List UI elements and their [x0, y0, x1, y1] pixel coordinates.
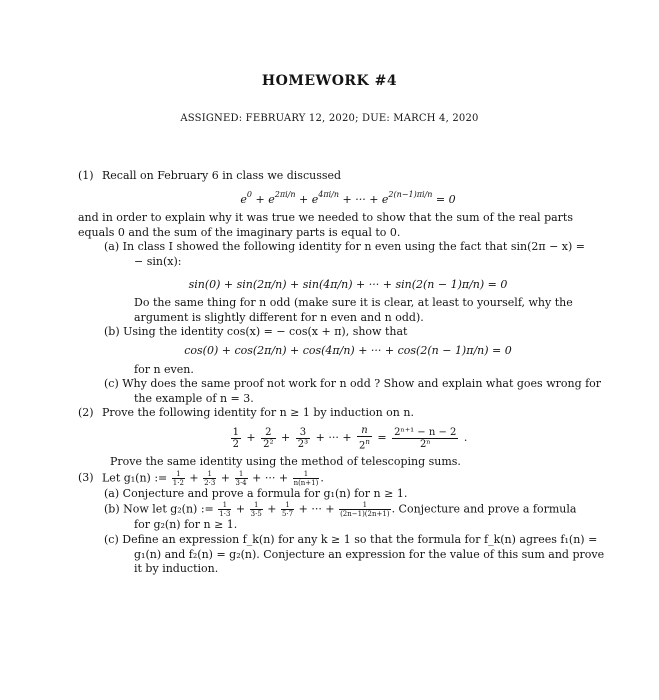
problem-1a-equation: sin(0) + sin(2π/n) + sin(4π/n) + ··· + sin(2(n − 1)π/n) = 0	[188, 277, 508, 291]
problem-1b-after: for n even.	[134, 362, 194, 376]
problem-2-equation: $\frac{1}{2}$ + $\frac{2}{\text{2²}}$ + $\frac{3}{\text{2³}}$ + ··· + $\frac{n}{2^n}$ = $\frac{\text{2ⁿ⁺¹ − n − 2}}{\text{2ⁿ}}$ .	[232, 424, 468, 452]
problem-1c-text: (c) Why does the same proof not work for n odd ? Show and explain what goes wrong for	[104, 377, 602, 391]
problem-3-intro: (3) Let g₁(n) := $\frac{1}{1\cdot 2}$ + $\frac{1}{2\cdot 3}$ + $\frac{1}{3\cdot 4}$ + ··· + $\frac{1}{n(n+1)}$ .	[78, 469, 324, 487]
problem-2-after: Prove the same identity using the method of telescoping sums.	[110, 455, 461, 469]
problem-3a-text: (a) Conjecture and prove a formula for g₁(n) for n ≥ 1.	[104, 486, 408, 500]
problem-1-text-a: and in order to explain why it was true we needed to show that the sum of the real parts	[78, 211, 573, 225]
problem-3c-text: (c) Define an expression f_k(n) for any k ≥ 1 so that the formula for f_k(n) agrees f₁(n) =	[104, 533, 598, 547]
problem-3c-text-2: g₁(n) and f₂(n) = g₂(n). Conjecture an expression for the value of this sum and prove	[134, 547, 605, 561]
assigned-due-dates: ASSIGNED: FEBRUARY 12, 2020; DUE: MARCH 4, 2020	[180, 113, 479, 124]
problem-3c-text-3: it by induction.	[134, 562, 219, 576]
problem-3b-text-2: for g₂(n) for n ≥ 1.	[134, 518, 238, 532]
problem-1b-text: (b) Using the identity cos(x) = − cos(x + π), show that	[104, 325, 408, 339]
problem-1-intro: (1) Recall on February 6 in class we discussed	[78, 169, 342, 182]
problem-1c-text-2: the example of n = 3.	[134, 391, 254, 405]
problem-1a-text: (a) In class I showed the following identity for n even using the fact that sin(2π − x) =	[104, 240, 586, 254]
problem-1-equation: $e^0 + e^{2\pi i/n} + e^{4\pi i/n}$ + ··· + $e^{2(n-1)\pi i/n} = 0$	[240, 189, 456, 206]
problem-1-text-b: equals 0 and the sum of the imaginary parts is equal to 0.	[78, 225, 401, 239]
problem-1a-after-2: argument is slightly different for n even and n odd).	[134, 310, 424, 324]
problem-1b-equation: cos(0) + cos(2π/n) + cos(4π/n) + ··· + cos(2(n − 1)π/n) = 0	[184, 343, 512, 357]
problem-2-intro: (2) Prove the following identity for n ≥ 1 by induction on n.	[78, 406, 414, 420]
problem-3b-text: (b) Now let g₂(n) := $\frac{1}{1\cdot 3}$ + $\frac{1}{3\cdot 5}$ + $\frac{1}{5\cdot 7}$ + ··· + $\frac{1}{(2n-1)(2n+1)}$ . Conjecture and prove a formula	[104, 501, 577, 519]
problem-1a-text-2: − sin(x):	[134, 254, 182, 268]
problem-list	[78, 169, 618, 577]
page-title: HOMEWORK #4	[261, 73, 398, 89]
problem-1a-after-1: Do the same thing for n odd (make sure it is clear, at least to yourself, why the	[134, 296, 573, 310]
